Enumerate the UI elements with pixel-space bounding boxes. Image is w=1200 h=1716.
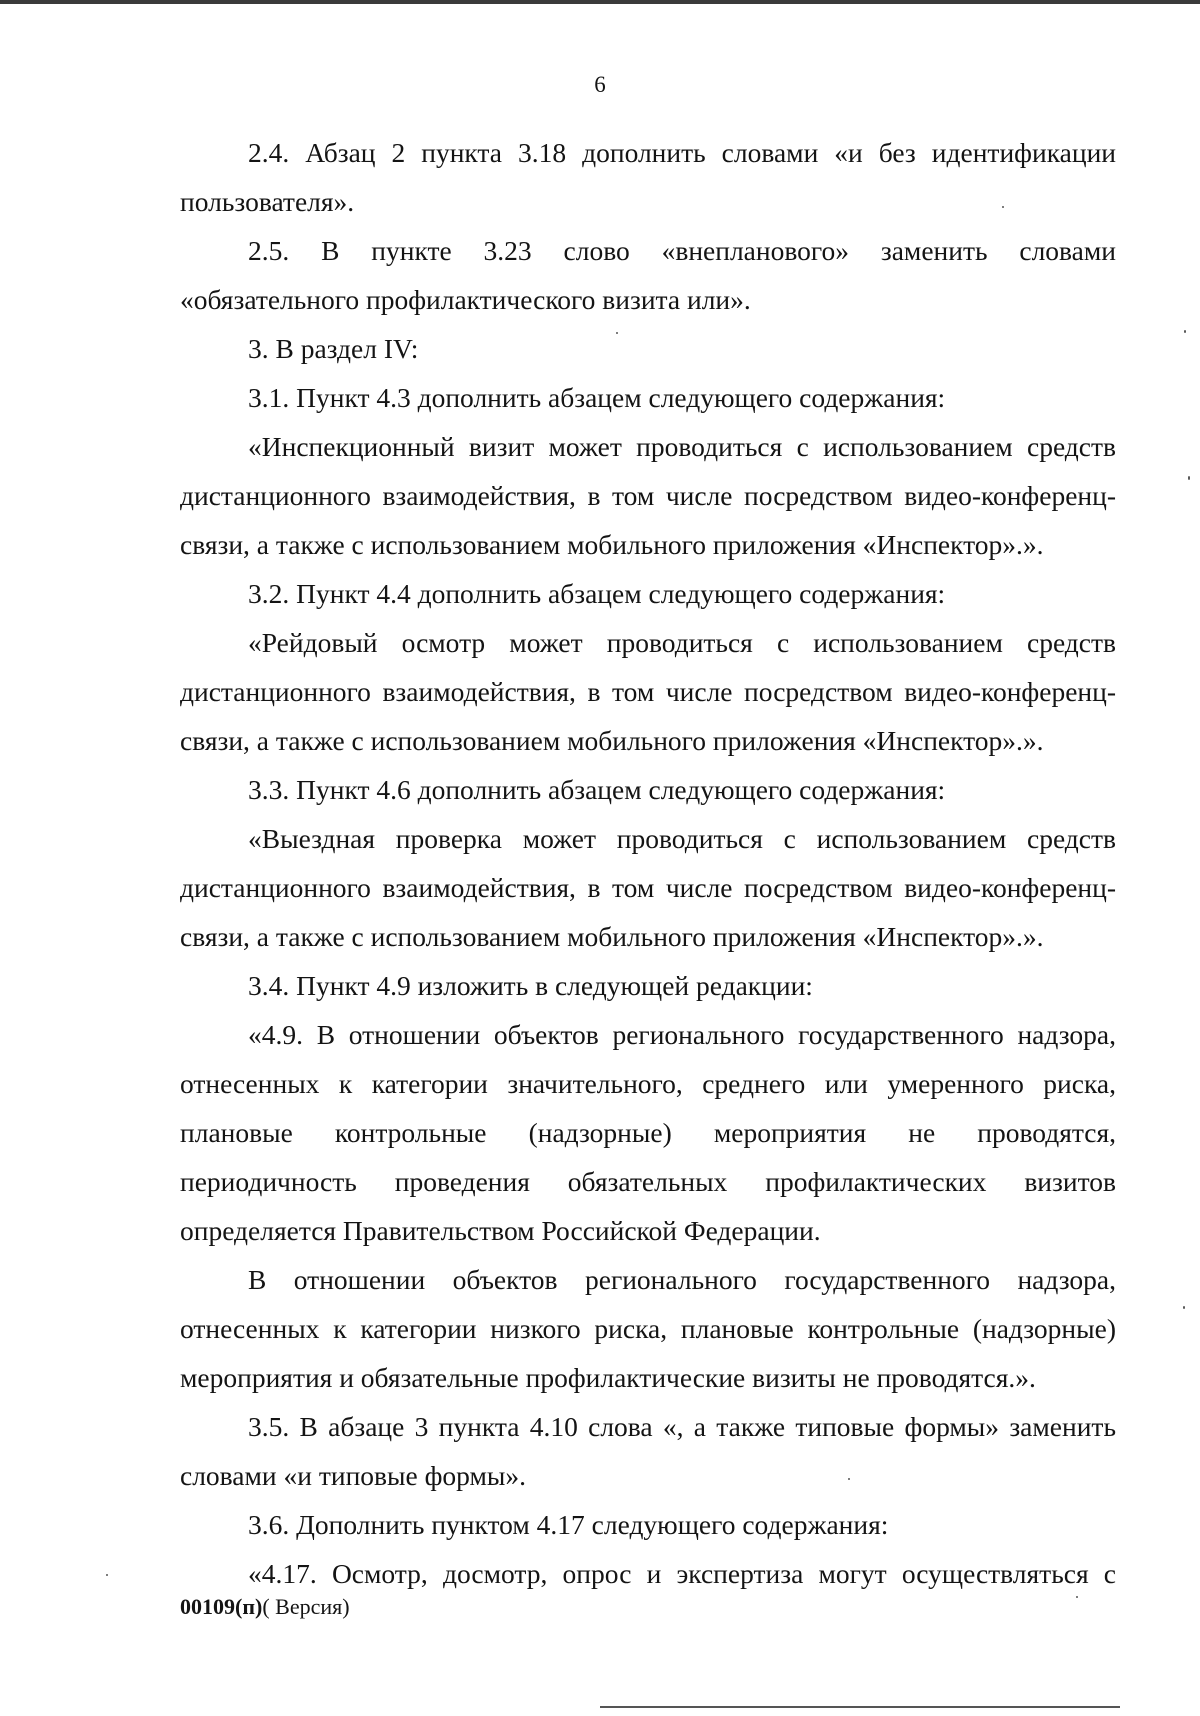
document-footer [180, 1594, 350, 1620]
quote-4-4: «Рейдовый осмотр может проводиться с использованием средств дистанционного взаимодействия, в том числе посредством видео-конференц-связи, а также с использованием мобильного приложения «Инспектор».». [180, 627, 1116, 756]
scan-top-edge [0, 0, 1200, 4]
scan-speck [848, 1478, 850, 1480]
page-number: 6 [594, 72, 606, 97]
quote-4-9-part-2: В отношении объектов регионального государственного надзора, отнесенных к категории низкого риска, плановые контрольные (надзорные) мероприятия и обязательные профилактические визиты не проводятся.». [180, 1264, 1116, 1393]
section-3-heading: 3. В раздел IV: [248, 333, 419, 364]
paragraph-3-5: 3.5. В абзаце 3 пункта 4.10 слова «, а также типовые формы» заменить словами «и типовые формы». [180, 1411, 1116, 1491]
scan-speck [106, 1574, 108, 1576]
quote-4-9: «4.9. В отношении объектов регионального государственного надзора, отнесенных к категории значительного, среднего или умеренного риска, плановые контрольные (надзорные) мероприятия не проводятся, периодичность проведения обязательных профилактических визитов определяется Правительством Российской Федерации. [180, 1019, 1116, 1246]
quote-4-3: «Инспекционный визит может проводиться с использованием средств дистанционного взаимодействия, в том числе посредством видео-конференц-связи, а также с использованием мобильного приложения «Инспектор».». [180, 431, 1116, 560]
scan-speck [1002, 206, 1004, 208]
scan-speck [1076, 1596, 1078, 1598]
scan-speck [1188, 476, 1190, 480]
document-code: 00109(п) [180, 1594, 263, 1619]
scan-speck [1184, 330, 1186, 333]
paragraph-3-3: 3.3. Пункт 4.6 дополнить абзацем следующего содержания: [248, 774, 946, 805]
scan-bottom-edge [600, 1706, 1120, 1708]
paragraph-3-1: 3.1. Пункт 4.3 дополнить абзацем следующего содержания: [248, 382, 946, 413]
scan-speck [616, 332, 618, 334]
document-body [180, 128, 1116, 1598]
paragraph-2-5: 2.5. В пункте 3.23 слово «внепланового» заменить словами «обязательного профилактического визита или». [180, 235, 1116, 315]
paragraph-3-6: 3.6. Дополнить пунктом 4.17 следующего содержания: [248, 1509, 889, 1540]
paragraph-2-4: 2.4. Абзац 2 пункта 3.18 дополнить словами «и без идентификации пользователя». [180, 137, 1116, 217]
paragraph-3-4: 3.4. Пункт 4.9 изложить в следующей редакции: [248, 970, 813, 1001]
scan-speck [1183, 1306, 1185, 1309]
document-version: ( Версия) [262, 1594, 350, 1619]
quote-4-17: «4.17. Осмотр, досмотр, опрос и экспертиза могут осуществляться с [248, 1558, 1116, 1589]
paragraph-3-2: 3.2. Пункт 4.4 дополнить абзацем следующего содержания: [248, 578, 946, 609]
quote-4-6: «Выездная проверка может проводиться с использованием средств дистанционного взаимодействия, в том числе посредством видео-конференц-связи, а также с использованием мобильного приложения «Инспектор».». [180, 823, 1116, 952]
